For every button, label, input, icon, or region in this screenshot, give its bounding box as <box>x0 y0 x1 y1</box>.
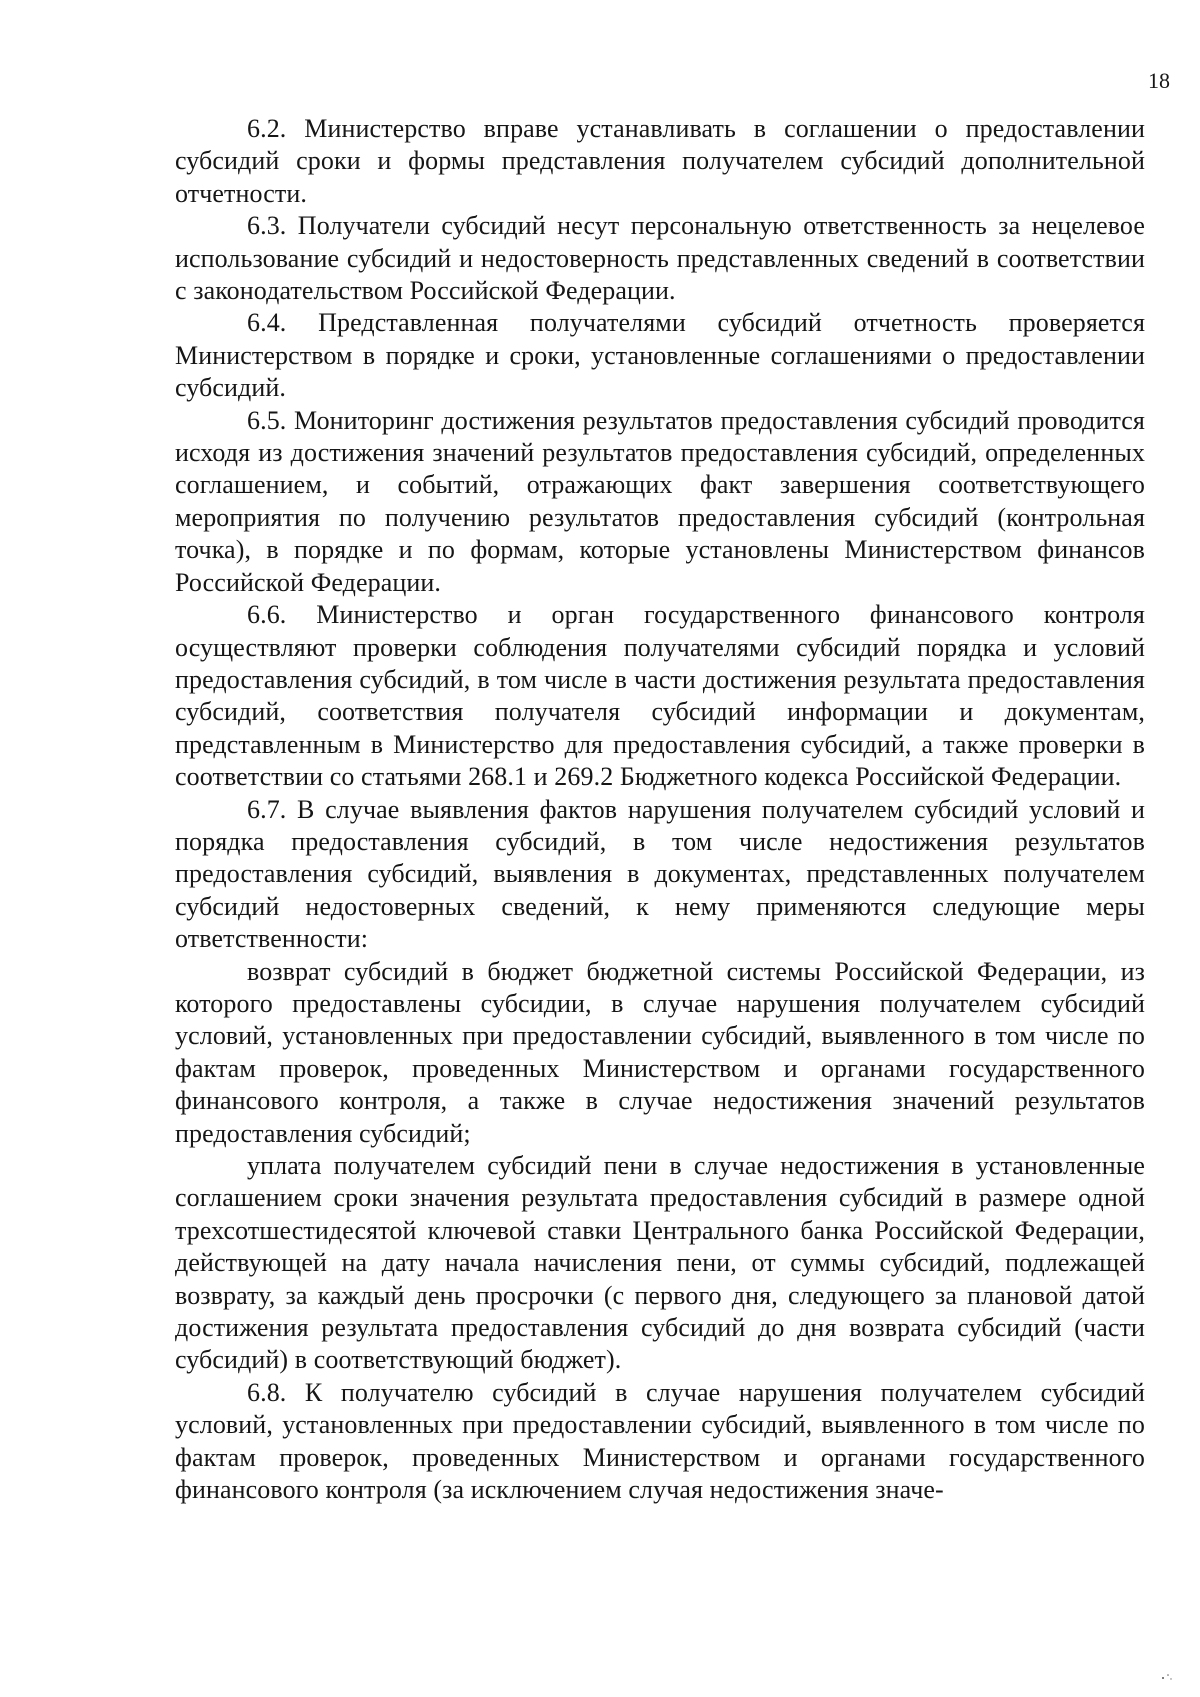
paragraph-6-4: 6.4. Представленная получателями субсидий отчетность проверяется Министерством в порядке и сроки, установленные соглашениями о предоставлении субсидий. <box>175 308 1145 403</box>
page-number: 18 <box>1148 68 1170 93</box>
scan-speck-icon <box>1160 1672 1174 1682</box>
paragraph-6-3: 6.3. Получатели субсидий несут персональную ответственность за нецелевое использование субсидий и недостоверность представленных сведений в соответствии с законодательством Российской Федерации. <box>175 211 1145 306</box>
paragraph-6-2: 6.2. Министерство вправе устанавливать в соглашении о предоставлении субсидий сроки и формы представления получателем субсидий дополнительной отчетности. <box>175 114 1145 208</box>
paragraph-6-7: 6.7. В случае выявления фактов нарушения получателем субсидий условий и порядка предоставления субсидий, в том числе недостижения результатов предоставления субсидий, выявления в документах, представленных получателем субсидий недостоверных сведений, к нему применяются следующие меры ответственности: <box>175 794 1145 954</box>
paragraph-6-5: 6.5. Мониторинг достижения результатов предоставления субсидий проводится исходя из достижения значений результатов предоставления субсидий, определенных соглашением, и событий, отражающих факт завершения соответствующего мероприятия по получению результатов предоставления субсидий (контрольная точка), в порядке и по формам, которые установлены Министерством финансов Российской Федерации. <box>175 405 1145 597</box>
document-body <box>175 113 1145 1506</box>
paragraph-6-8: 6.8. К получателю субсидий в случае нарушения получателем субсидий условий, установленных при предоставлении субсидий, выявленного в том числе по фактам проверок, проведенных Министерством и органами государственного финансового контроля (за исключением случая недостижения значе- <box>175 1377 1145 1505</box>
paragraph-6-7-measure-penalty: уплата получателем субсидий пени в случае недостижения в установленные соглашением сроки значения результата предоставления субсидий в размере одной трехсотшестидесятой ключевой ставки Центрального банка Российской Федерации, действующей на дату начала начисления пени, от суммы субсидий, подлежащей возврату, за каждый день просрочки (с первого дня, следующего за плановой датой достижения результата предоставления субсидий до дня возврата субсидий (части субсидий) в соответствующий бюджет). <box>175 1151 1145 1375</box>
paragraph-6-7-measure-refund: возврат субсидий в бюджет бюджетной системы Российской Федерации, из которого предоставлены субсидии, в случае нарушения получателем субсидий условий, установленных при предоставлении субсидий, выявленного в том числе по фактам проверок, проведенных Министерством и органами государственного финансового контроля, а также в случае недостижения значений результатов предоставления субсидий; <box>175 956 1145 1148</box>
paragraph-6-6: 6.6. Министерство и орган государственного финансового контроля осуществляют проверки соблюдения получателями субсидий порядка и условий предоставления субсидий, в том числе в части достижения результата предоставления субсидий, соответствия получателя субсидий информации и документам, представленным в Министерство для предоставления субсидий, а также проверки в соответствии со статьями 268.1 и 269.2 Бюджетного кодекса Российской Федерации. <box>175 600 1145 792</box>
